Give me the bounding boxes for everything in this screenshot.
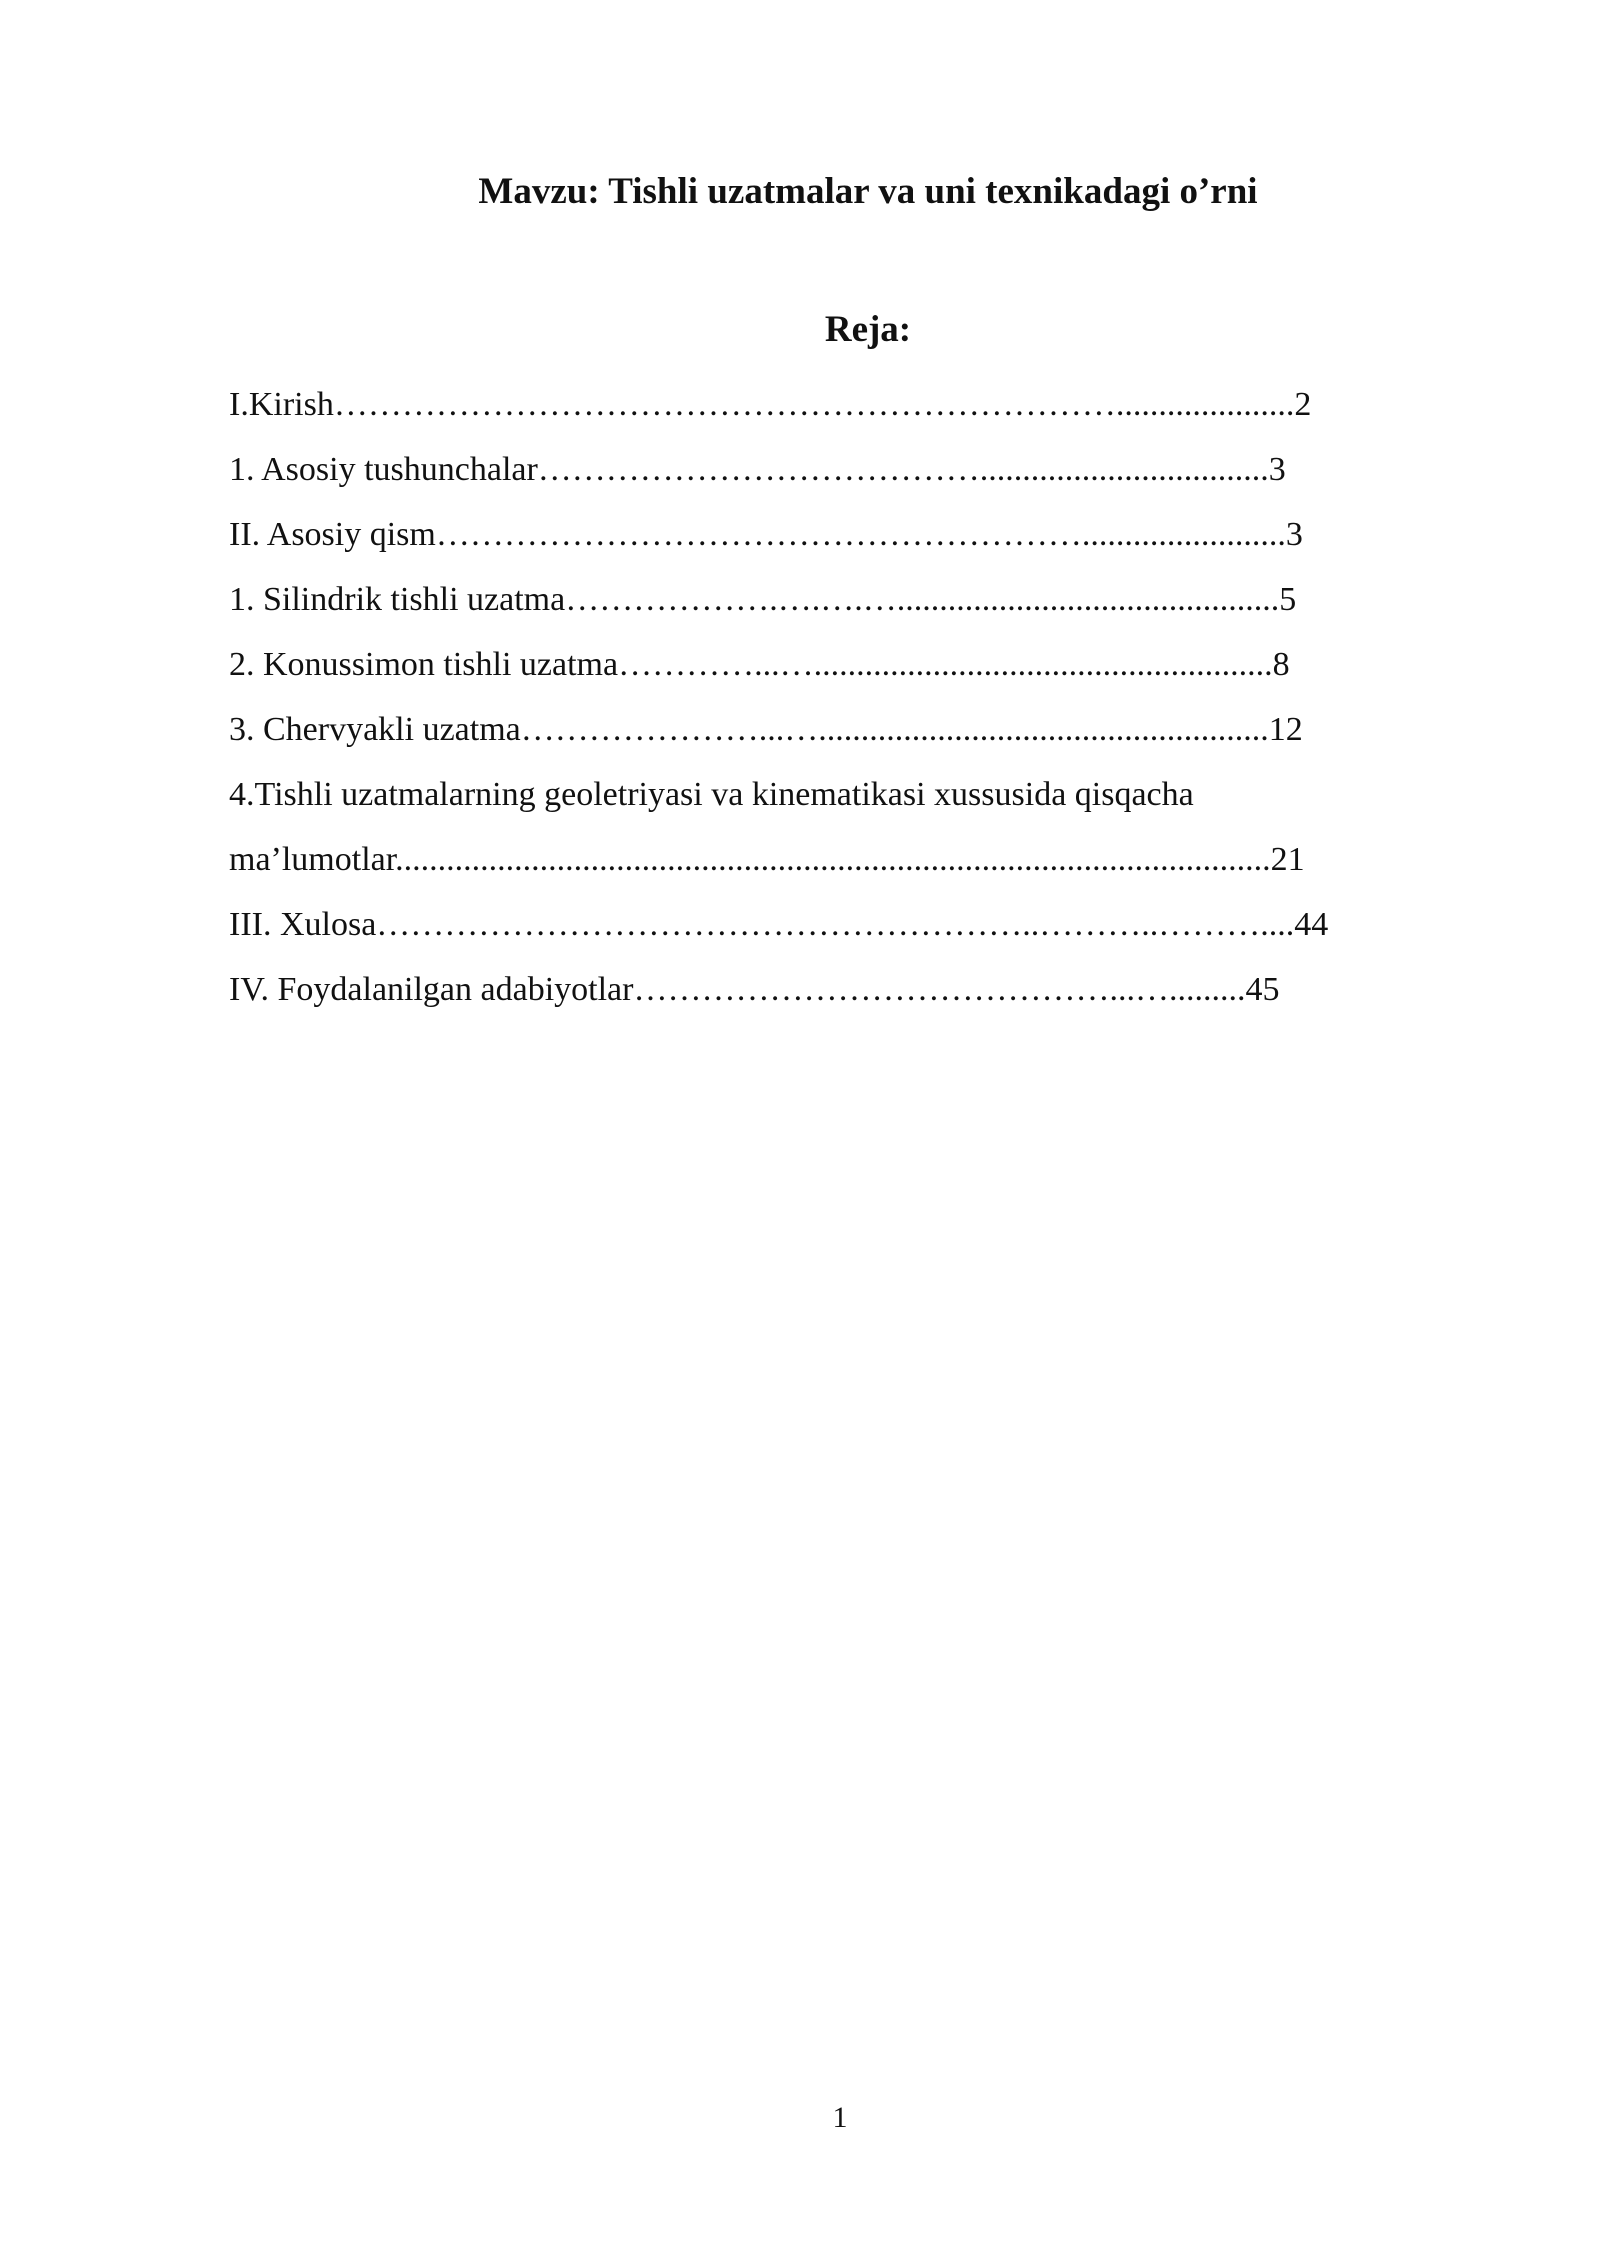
toc-entry-main-part: II. Asosiy qism…………………………………………………........................3	[229, 516, 1303, 553]
toc-entry-cylindrical-gear: 1. Silindrik tishli uzatma……………….….….….............................................5	[229, 581, 1297, 618]
toc-entry-conclusion: III. Xulosa…………………………………………………..………..………....44	[229, 906, 1329, 943]
page-number: 1	[832, 2101, 848, 2134]
document-title: Mavzu: Tishli uzatmalar va uni texnikadagi o’rni	[478, 171, 1258, 212]
toc-entry-basic-concepts: 1. Asosiy tushunchalar…………………………………..................................3	[229, 451, 1286, 488]
toc-entry-worm-gear: 3. Chervyakli uzatma…………………...….....................................................12	[229, 711, 1303, 748]
plan-heading: Reja:	[824, 309, 912, 350]
toc-entry-geometry-kinematics-cont: ma’lumotlar.......................................................................................................21	[229, 841, 1305, 878]
toc-entry-bevel-gear: 2. Konussimon tishli uzatma…………...…......................................................8	[229, 646, 1290, 683]
toc-entry-introduction: I.Kirish…………………………………………………………….....................2	[229, 386, 1312, 423]
toc-entry-references: IV. Foydalanilgan adabiyotlar……………………………………...….........45	[229, 971, 1280, 1008]
table-of-contents	[229, 372, 1454, 1022]
toc-entry-geometry-kinematics: 4.Tishli uzatmalarning geoletriyasi va kinematikasi xussusida qisqacha	[229, 776, 1194, 813]
